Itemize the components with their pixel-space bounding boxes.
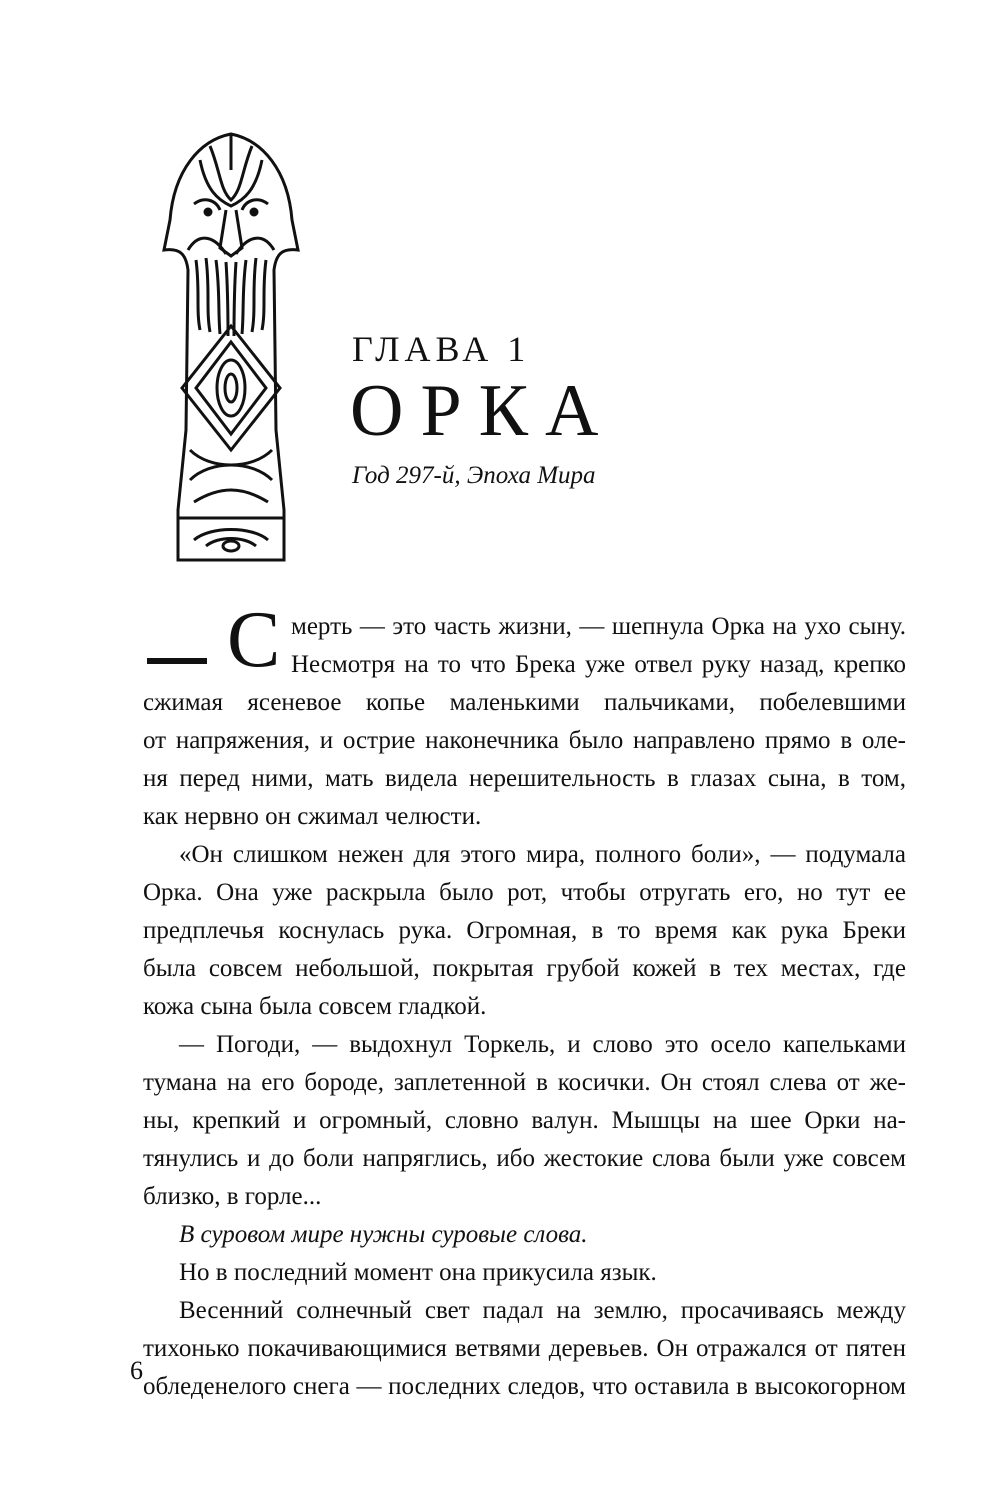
text-line: Несмотря на то что Брека уже отвел руку назад, крепко: [291, 651, 906, 678]
chapter-label: ГЛАВА 1: [352, 329, 531, 369]
page-number: 6: [130, 1356, 143, 1385]
text-line: как нервно он сжимал челюсти.: [143, 803, 482, 830]
first-paragraph-opening: [143, 596, 906, 684]
text-line: Но в последний момент она прикусила язык.: [179, 1259, 657, 1286]
text-line: Весенний солнечный свет падал на землю, просачиваясь между: [179, 1297, 906, 1324]
text-line: близко, в горле...: [143, 1183, 322, 1210]
text-line: — Погоди, — выдохнул Торкель, и слово это осело капельками: [179, 1031, 906, 1058]
chapter-date: Год 297-й, Эпоха Мира: [352, 462, 596, 489]
text-line: «Он слишком нежен для этого мира, полного боли», — подумала: [179, 841, 906, 868]
drop-cap: С: [227, 596, 281, 684]
text-line: от напряжения, и острие наконечника было направлено прямо в оле-: [143, 727, 906, 754]
body-text: [143, 596, 906, 1406]
text-line: тихонько покачивающимися ветвями деревьев. Он отражался от пятен: [143, 1335, 906, 1362]
drop-dash: [147, 658, 207, 664]
text-line: тянулись и до боли напряглись, ибо жестокие слова были уже совсем: [143, 1145, 906, 1172]
text-line: обледенелого снега — последних следов, что оставила в высокогорном: [143, 1373, 906, 1400]
italic-line: В суровом мире нужны суровые слова.: [179, 1221, 588, 1248]
text-line: ня перед ними, мать видела нерешительность в глазах сына, в том,: [143, 765, 906, 792]
text-line: была совсем небольшой, покрытая грубой кожей в тех местах, где: [143, 955, 906, 982]
text-line: кожа сына была совсем гладкой.: [143, 993, 487, 1020]
text-line: тумана на его бороде, заплетенной в косички. Он стоял слева от же-: [143, 1069, 906, 1096]
text-line: мерть — это часть жизни, — шепнула Орка на ухо сыну.: [291, 613, 906, 640]
text-line: предплечья коснулась рука. Огромная, в то время как рука Бреки: [143, 917, 906, 944]
text-line: Орка. Она уже раскрыла было рот, чтобы отругать его, но тут ее: [143, 879, 906, 906]
carved-pillar-ornament: [160, 130, 302, 562]
text-line: ны, крепкий и огромный, словно валун. Мышцы на шее Орки на-: [143, 1107, 906, 1134]
text-line: сжимая ясеневое копье маленькими пальчиками, побелевшими: [143, 689, 906, 716]
chapter-title: ОРКА: [350, 370, 616, 452]
drop-cap-block: [143, 596, 291, 684]
